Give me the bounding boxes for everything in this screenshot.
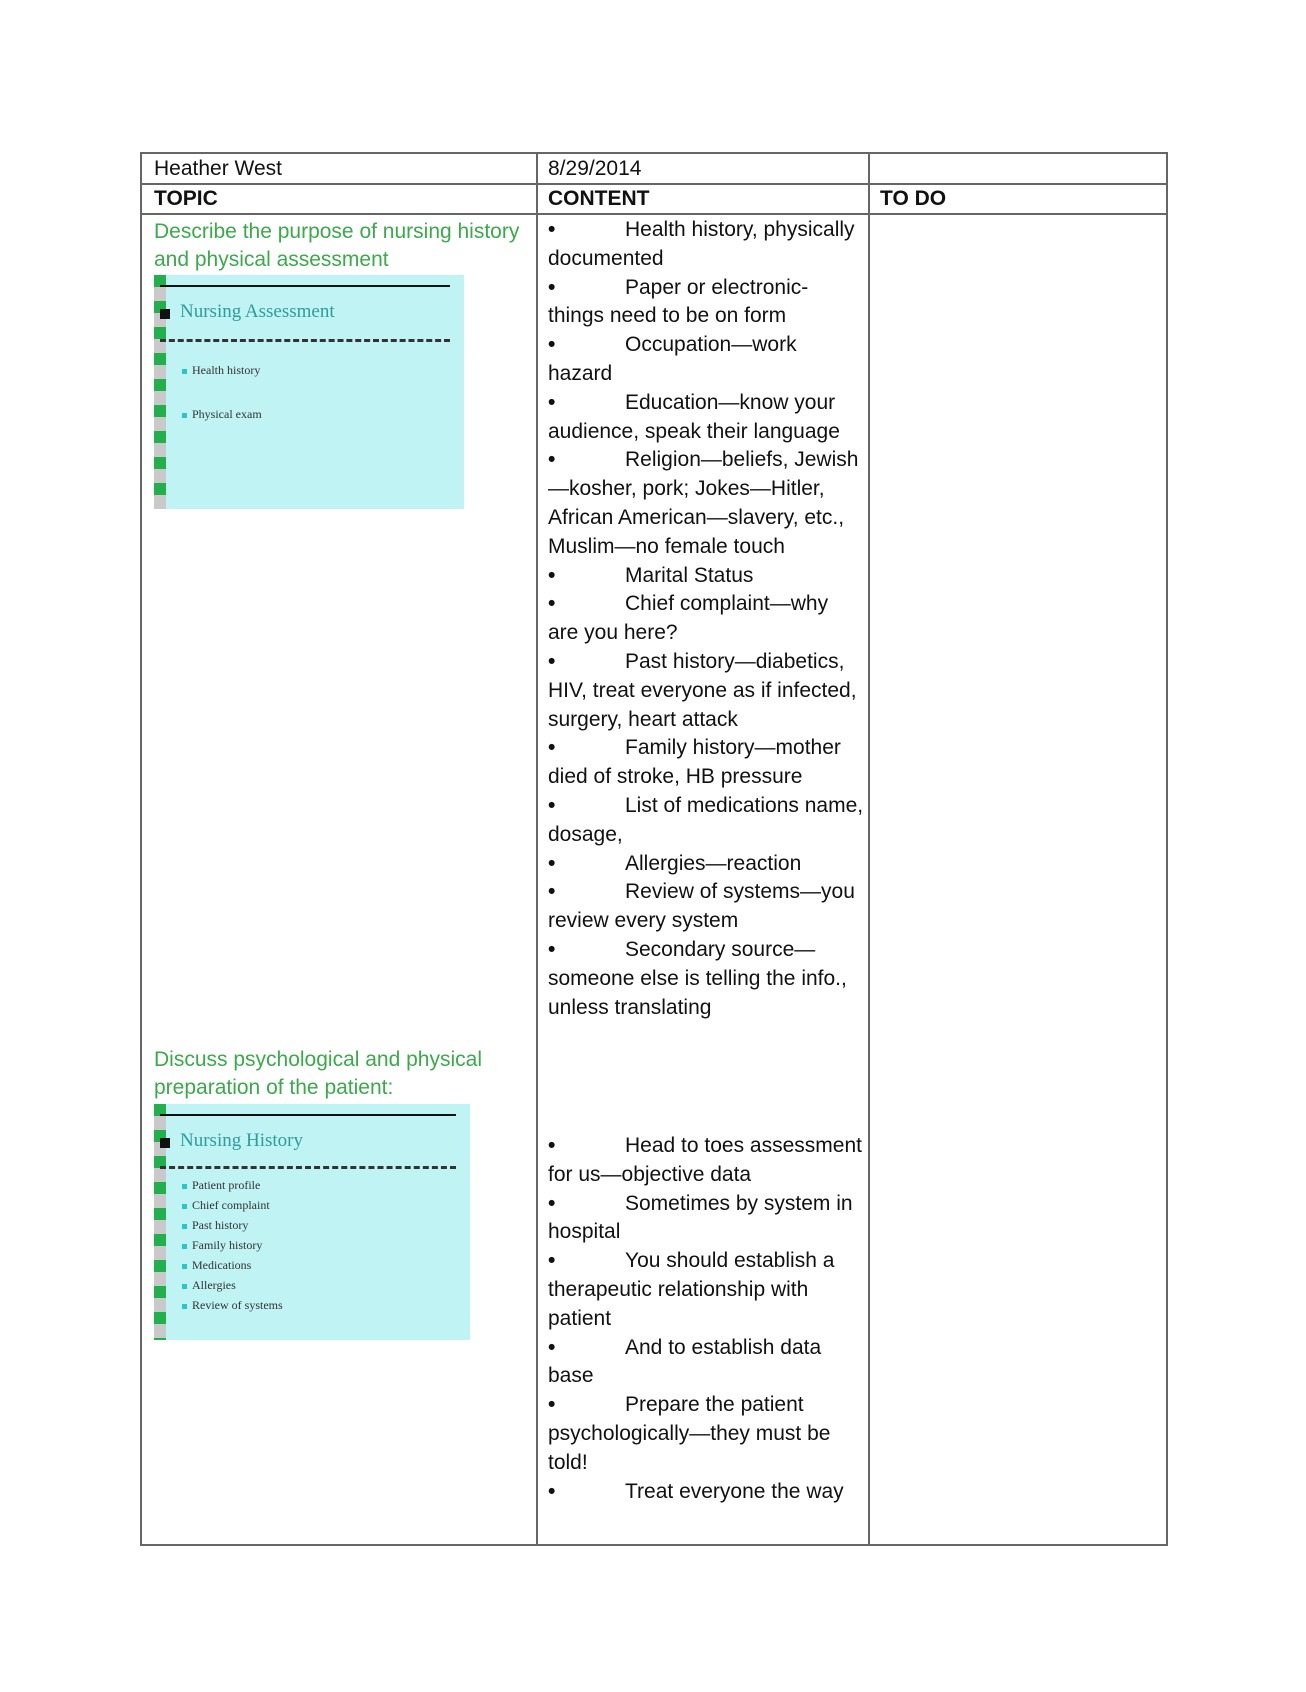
list-item: • Family history—mother died of stroke, HB pressure [548,736,841,789]
list-item: • Occupation—work hazard [548,333,797,385]
slide-item: Physical exam [182,407,262,422]
content-list [548,216,864,1022]
slide-item: Medications [182,1258,251,1273]
list-item: • Past history—diabetics, HIV, treat everyone as if infected, surgery, heart attack [548,649,857,731]
bullet-square-icon [182,1284,187,1289]
slide-rule [160,285,450,287]
header-row [142,185,1166,215]
list-item: • Paper or electronic-things need to be on form [548,275,809,328]
bullet-square-icon [182,1304,187,1309]
slide-thumbnail [154,1104,470,1340]
list-item: • Marital Status [548,563,754,587]
list-item: • Chief complaint—why are you here? [548,592,829,645]
list-item: • Treat everyone the way [548,1479,844,1503]
list-item: • Education—know your audience, speak their language [548,390,840,443]
content-header: CONTENT [548,187,650,210]
list-item: • Secondary source—someone else is telling the info., unless translating [548,937,847,1019]
bullet-square-icon [182,413,187,418]
topic-heading: Discuss psychological and physical preparation of the patient: [154,1048,482,1099]
slide-item: Chief complaint [182,1198,270,1213]
content-list [548,1132,864,1506]
todo-header: TO DO [880,187,947,210]
slide-item: Review of systems [182,1298,283,1313]
bullet-square-icon [182,1184,187,1189]
list-item: • List of medications name, dosage, [548,793,864,846]
list-item: • You should establish a therapeutic relationship with patient [548,1249,835,1330]
slide-title: Nursing Assessment [180,301,335,322]
bullet-square-icon [182,369,187,374]
list-item: • Allergies—reaction [548,851,802,875]
list-item: • Religion—beliefs, Jewish—kosher, pork; Jokes—Hitler, African American—slavery, etc., Muslim—no female touch [548,448,859,558]
slide-marker-icon [160,309,170,319]
list-item: • Sometimes by system in hospital [548,1191,853,1244]
list-item: • Prepare the patient psychologically—they must be told! [548,1393,831,1474]
slide-divider [160,339,450,342]
list-item: • Health history, physically documented [548,218,855,270]
column-divider [868,154,870,1544]
note-date: 8/29/2014 [548,157,642,180]
list-item: • And to establish data base [548,1335,822,1388]
list-item: • Review of systems—you review every system [548,880,855,933]
bullet-square-icon [182,1264,187,1269]
bullet-square-icon [182,1204,187,1209]
name-row [142,154,1166,185]
slide-item: Health history [182,363,260,378]
slide-item: Patient profile [182,1178,260,1193]
topic-header: TOPIC [154,187,218,210]
list-item: • Head to toes assessment for us—objective data [548,1134,862,1186]
slide-item: Allergies [182,1278,236,1293]
bullet-square-icon [182,1224,187,1229]
slide-thumbnail [154,275,464,509]
bullet-square-icon [182,1244,187,1249]
notes-table [140,152,1168,1546]
column-divider [536,154,538,1544]
slide-rule [160,1114,456,1116]
slide-item: Family history [182,1238,262,1253]
slide-title: Nursing History [180,1130,303,1151]
slide-divider [160,1166,456,1169]
slide-item: Past history [182,1218,248,1233]
student-name: Heather West [154,157,282,180]
topic-heading: Describe the purpose of nursing history and physical assessment [154,220,520,271]
slide-marker-icon [160,1138,170,1148]
